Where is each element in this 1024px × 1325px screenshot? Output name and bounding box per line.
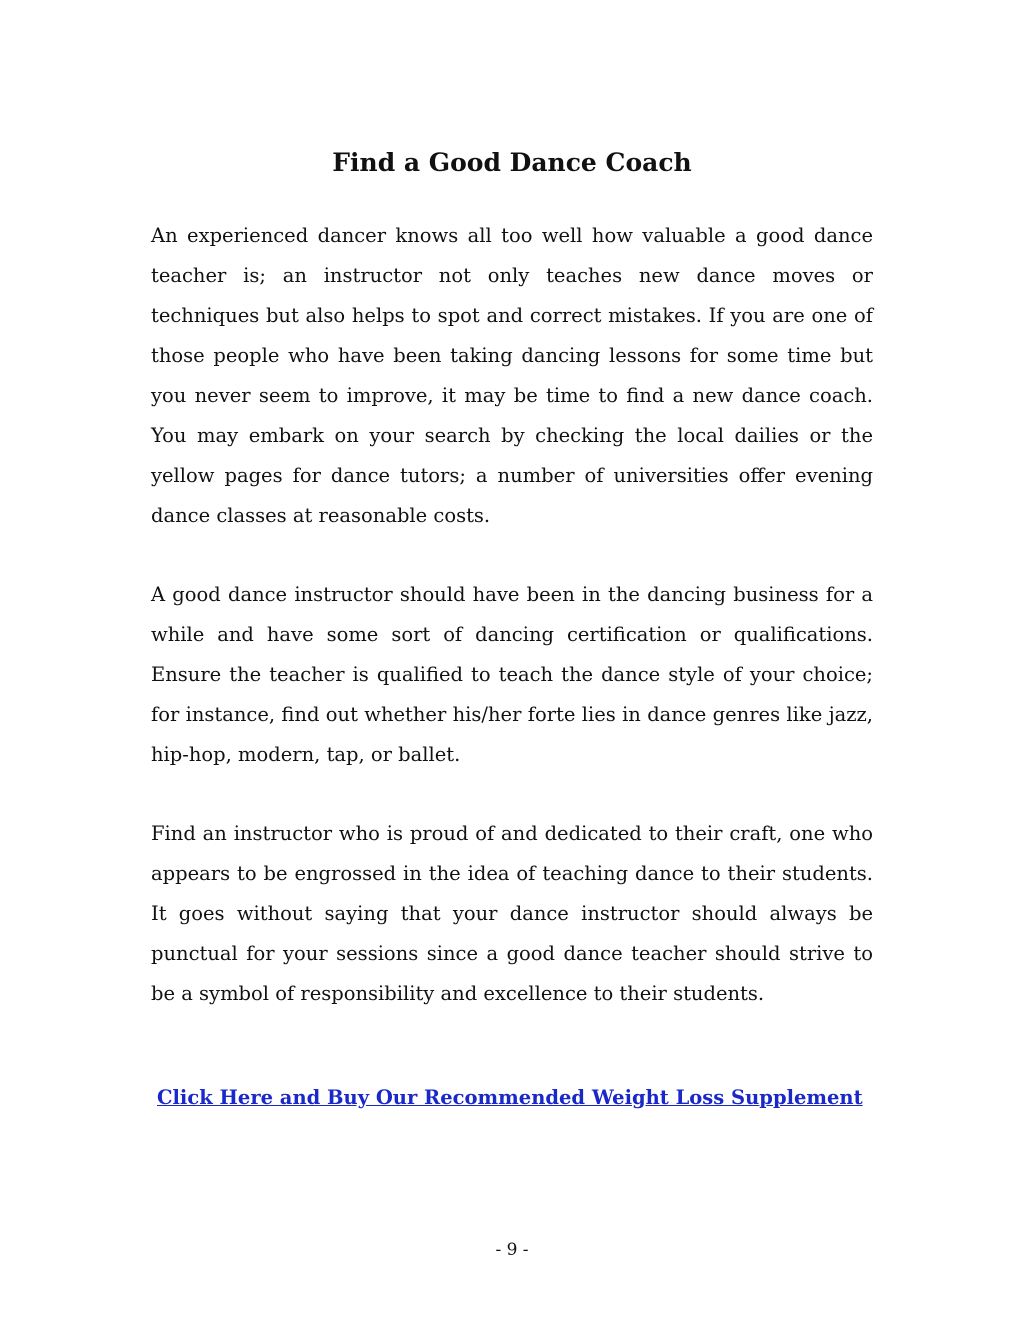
- paragraph-2: A good dance instructor should have been in the dancing business for a while and have some sort of dancing certification or qualifications. Ensure the teacher is qualified to teach the dance style of your choice; for instance, find out whether his/her forte lies in dance genres like jazz, hip-hop, modern, tap, or ballet.: [151, 583, 873, 766]
- weight-loss-supplement-link[interactable]: Click Here and Buy Our Recommended Weight Loss Supplement: [157, 1086, 863, 1109]
- page-number: - 9 -: [495, 1240, 529, 1260]
- page-title: Find a Good Dance Coach: [332, 148, 692, 177]
- paragraph-3: Find an instructor who is proud of and dedicated to their craft, one who appears to be engrossed in the idea of teaching dance to their students. It goes without saying that your dance instructor should always be punctual for your sessions since a good dance teacher should strive to be a symbol of responsibility and excellence to their students.: [151, 822, 873, 1005]
- paragraph-1: An experienced dancer knows all too well how valuable a good dance teacher is; an instructor not only teaches new dance moves or techniques but also helps to spot and correct mistakes. If you are one of those people who have been taking dancing lessons for some time but you never seem to improve, it may be time to find a new dance coach. You may embark on your search by checking the local dailies or the yellow pages for dance tutors; a number of universities offer evening dance classes at reasonable costs.: [151, 224, 873, 527]
